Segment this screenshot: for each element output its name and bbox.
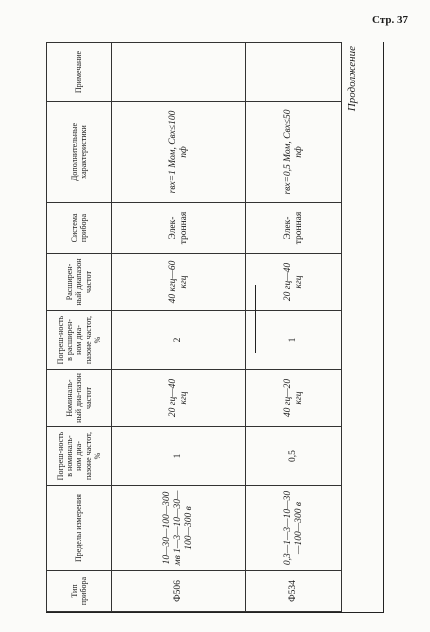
- cell-err-ext: 1: [246, 311, 342, 370]
- header-err-ext: Погреш-ность в расширен-ном диа-пазоне частот, %: [47, 311, 112, 370]
- cell-system: Элек-тронная: [246, 203, 342, 254]
- rotated-table-area: [46, 42, 382, 612]
- cell-extra: rвх=0,5 Мом, Свх≤50 пф: [246, 102, 342, 203]
- table-row: [112, 43, 246, 612]
- cell-err-ext: 2: [112, 311, 246, 370]
- header-freq-ext: Расширен-ный диапазон частот: [47, 254, 112, 311]
- header-note: Примечание: [47, 43, 112, 102]
- cell-note: [112, 43, 246, 102]
- page-number: Стр. 37: [372, 14, 408, 26]
- header-type: Тип прибора: [47, 571, 112, 612]
- header-system: Система прибора: [47, 203, 112, 254]
- divider-line: [255, 285, 256, 353]
- cell-range: 0,3—1—3—10—30—100—300 в: [246, 486, 342, 571]
- instrument-table: [46, 42, 342, 612]
- cell-extra: rвх=1 Мом, Свх≤100 пф: [112, 102, 246, 203]
- header-row: [47, 43, 112, 612]
- header-extra: Дополнительные характеристики: [47, 102, 112, 203]
- cell-freq-ext: 40 кгц—60 кгц: [112, 254, 246, 311]
- header-range: Пределы измерения: [47, 486, 112, 571]
- cell-err-nom: 0,5: [246, 427, 342, 486]
- continuation-label: Продолжение: [346, 46, 358, 112]
- cell-freq-ext: 20 гц—40 кгц: [246, 254, 342, 311]
- cell-err-nom: 1: [112, 427, 246, 486]
- cell-freq-nom: 40 гц—20 кгц: [246, 370, 342, 427]
- cell-type: Ф534: [246, 571, 342, 612]
- header-freq-nom: Номиналь-ный диа-пазон частот: [47, 370, 112, 427]
- cell-system: Элек-тронная: [112, 203, 246, 254]
- table-row: [246, 43, 342, 612]
- cell-freq-nom: 20 гц—40 кгц: [112, 370, 246, 427]
- cell-note: [246, 43, 342, 102]
- cell-range: 10—30—100—300 мв 1—3—10—30—100—300 в: [112, 486, 246, 571]
- header-err-nom: Погреш-ность в номиналь-ном диа-пазоне частот, %: [47, 427, 112, 486]
- cell-type: Ф506: [112, 571, 246, 612]
